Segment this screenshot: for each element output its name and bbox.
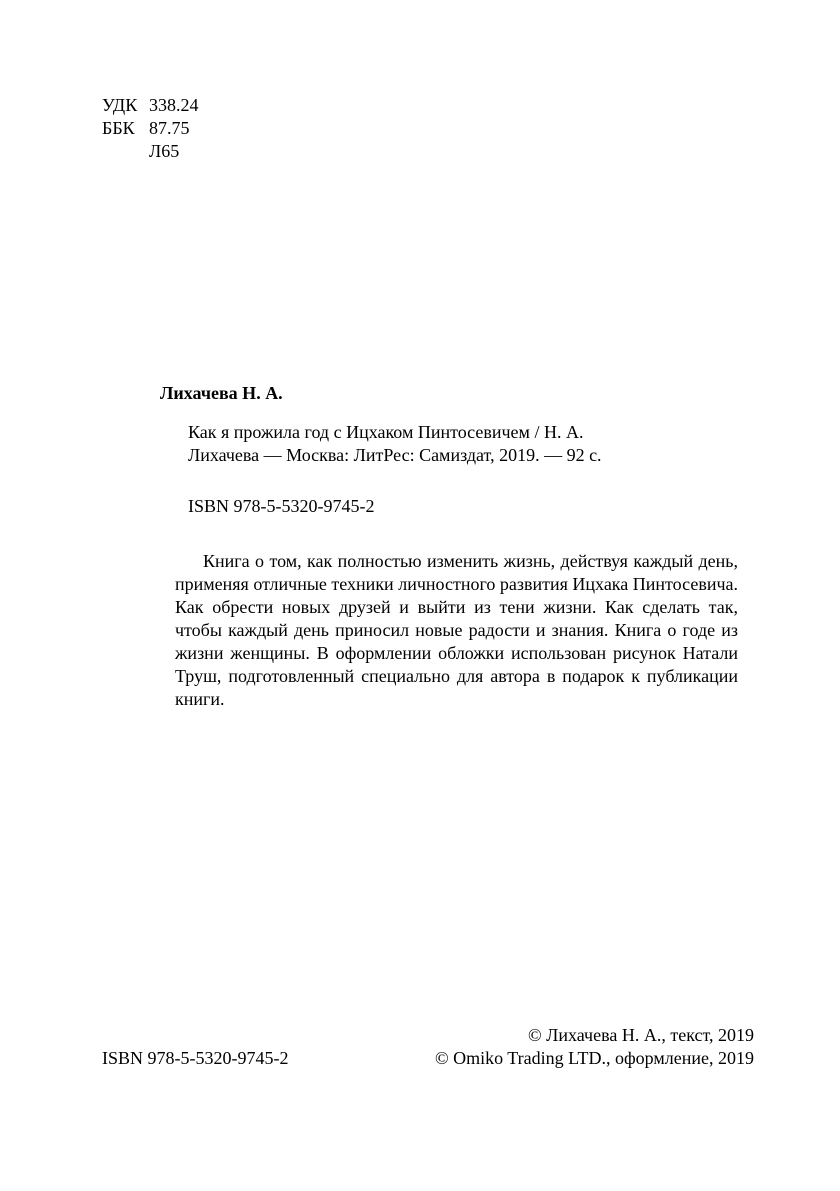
bbk-value: 87.75 <box>149 118 190 138</box>
classification-codes <box>102 94 199 163</box>
author-heading: Лихачева Н. А. <box>160 383 283 403</box>
author-mark-row <box>102 140 199 163</box>
copyright-design: © Omiko Trading LTD., оформление, 2019 <box>434 1048 754 1068</box>
isbn-top: ISBN 978-5-5320-9745-2 <box>188 496 375 516</box>
annotation <box>175 550 738 711</box>
copyright-block <box>435 1024 754 1070</box>
bibliographic-record <box>188 421 658 467</box>
bbk-label: ББК <box>102 118 135 138</box>
annotation-text: Книга о том, как полностью изменить жизнь, действуя каждый день, применяя отличные техники личностного развития Ицхака Пинтосевича. Как обрести новых друзей и выйти из тени жизни. Как сделать так, чтобы каждый день приносил новые радости и знания. Книга о годе из жизни женщины. В оформлении обложки использован рисунок Натали Труш, подготовленный специально для автора в подарок к публикации книги. <box>175 551 738 709</box>
udk-label: УДК <box>102 95 138 115</box>
copyright-text: © Лихачева Н. А., текст, 2019 <box>528 1025 754 1045</box>
isbn-bottom: ISBN 978-5-5320-9745-2 <box>102 1048 289 1068</box>
udk-value: 338.24 <box>149 95 199 115</box>
udk-row <box>102 94 199 117</box>
bibliographic-line-1: Как я прожила год с Ицхаком Пинтосевичем / Н. А. <box>188 422 584 442</box>
bbk-row <box>102 117 199 140</box>
bibliographic-line-2: Лихачева — Москва: ЛитРес: Самиздат, 2019. — 92 с. <box>188 445 602 465</box>
author-mark: Л65 <box>149 141 180 161</box>
